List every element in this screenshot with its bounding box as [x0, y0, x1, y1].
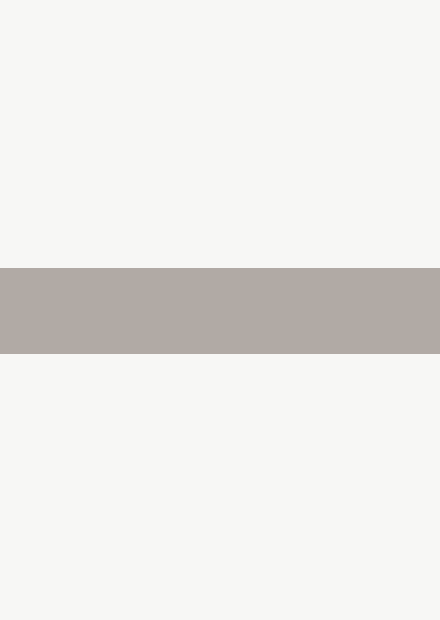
title-overlay-band	[0, 268, 440, 354]
